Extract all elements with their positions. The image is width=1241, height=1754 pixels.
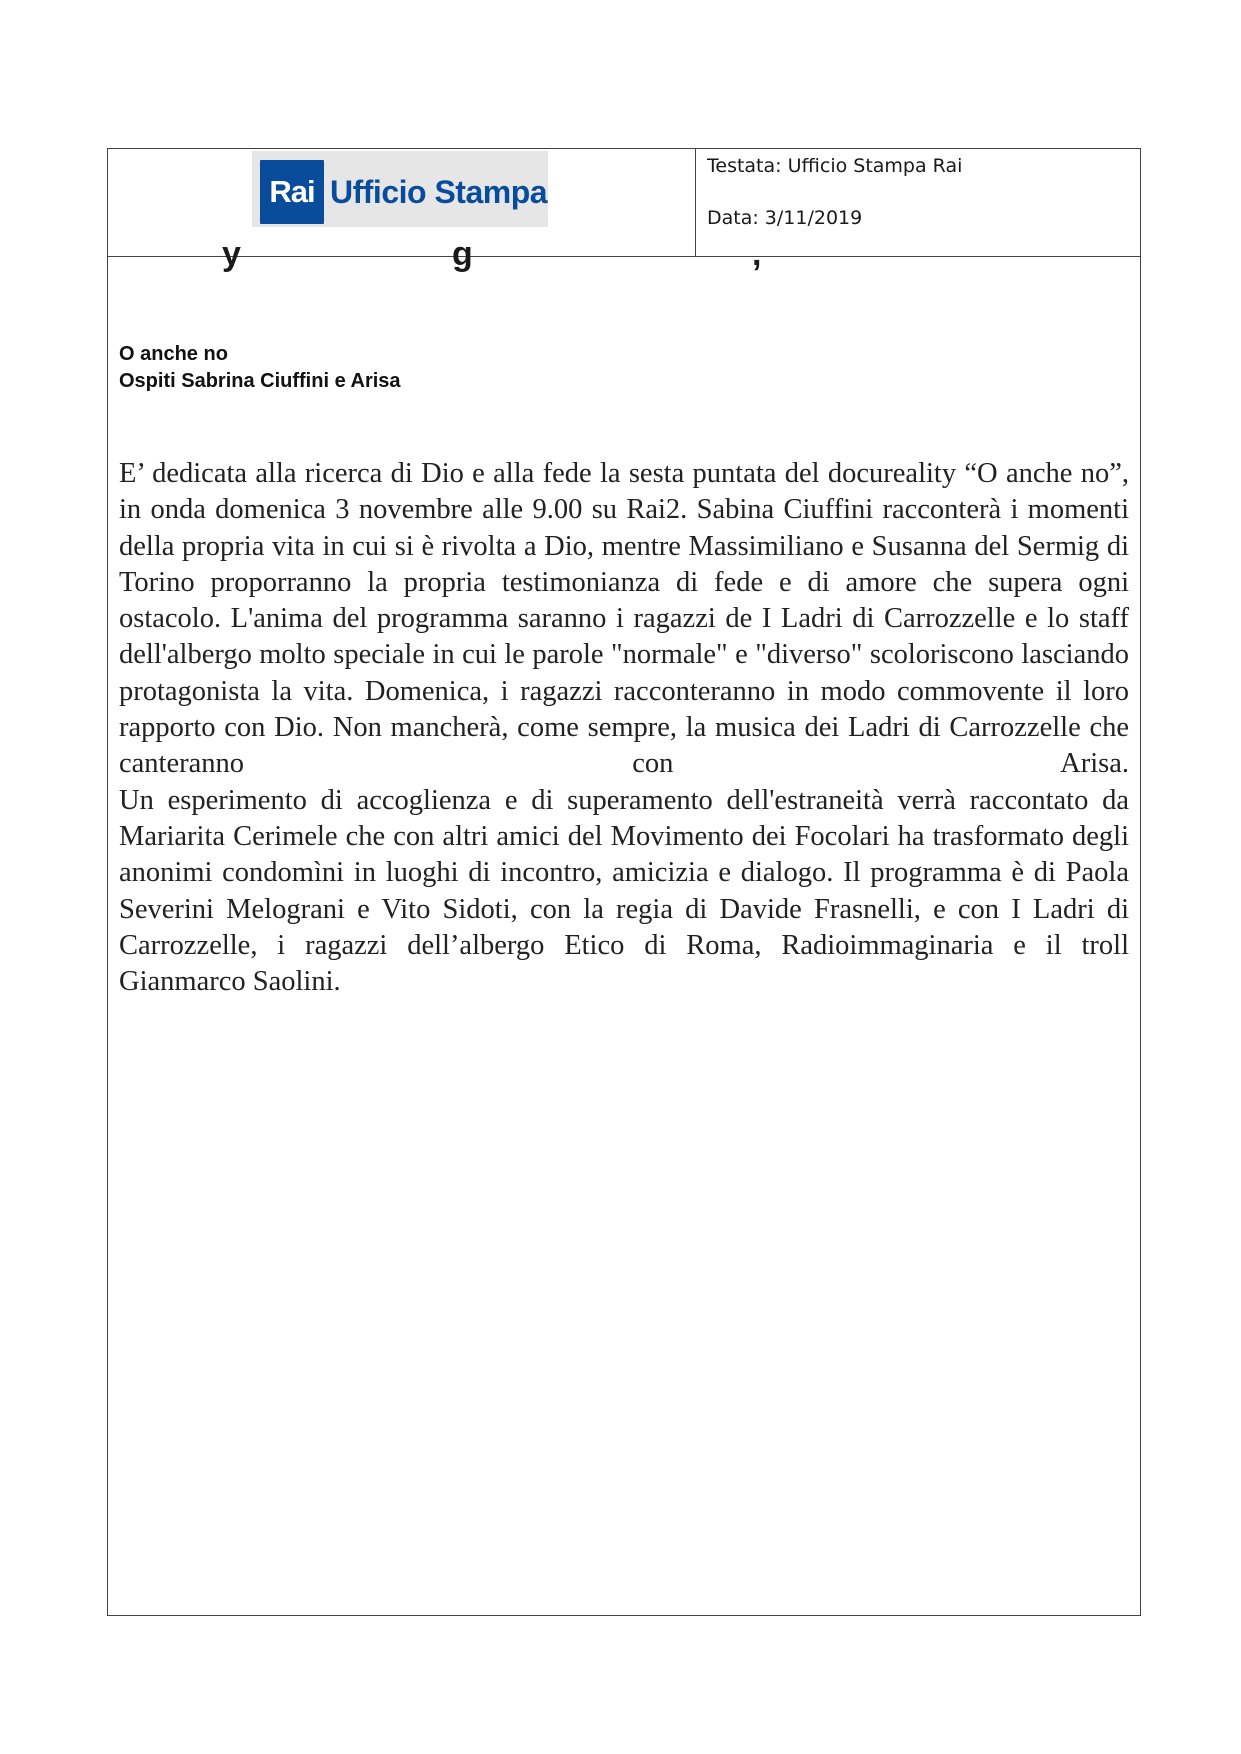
clipped-headline-remnant: y g , bbox=[222, 235, 762, 273]
logo-text: Ufficio Stampa bbox=[330, 174, 548, 210]
article-subtitle: Ospiti Sabrina Ciuffini e Arisa bbox=[119, 370, 401, 392]
rai-logo-mark: Rai bbox=[260, 160, 324, 224]
testata-label: Testata: Ufficio Stampa Rai bbox=[707, 155, 963, 177]
article-paragraph-1: E’ dedicata alla ricerca di Dio e alla fede la sesta puntata del docureality “O anche no”, in onda domenica 3 novembre alle 9.00 su Rai2. Sabina Ciuffini racconterà i momenti della propria vita in cui si è rivolta a Dio, mentre Massimiliano e Susanna del Sermig di Torino proporranno la propria testimonianza di fede e di amore che supera ogni ostacolo. L'anima del programma saranno i ragazzi de I Ladri di Carrozzelle e lo staff dell'albergo molto speciale in cui le parole "normale" e "diverso" scoloriscono lasciando protagonista la vita. Domenica, i ragazzi racconteranno in modo commovente il loro rapporto con Dio. Non mancherà, come sempre, la musica dei Ladri di Carrozzelle che canteranno con Arisa. bbox=[119, 458, 1129, 780]
clipping-frame bbox=[107, 148, 1141, 1616]
article-body bbox=[119, 456, 1129, 1000]
header-divider bbox=[695, 149, 696, 257]
article-title: O anche no bbox=[119, 343, 228, 365]
date-label: Data: 3/11/2019 bbox=[707, 207, 863, 229]
header-row bbox=[108, 149, 1140, 257]
article-paragraph-2: Un esperimento di accoglienza e di superamento dell'estraneità verrà raccontato da Mariarita Cerimele che con altri amici del Movimento dei Focolari ha trasformato degli anonimi condomìni in luoghi di incontro, amicizia e dialogo. Il programma è di Paola Severini Melograni e Vito Sidoti, con la regia di Davide Frasnelli, e con I Ladri di Carrozzelle, i ragazzi dell’albergo Etico di Roma, Radioimmaginaria e il troll Gianmarco Saolini. bbox=[119, 784, 1129, 998]
rai-ufficio-stampa-logo bbox=[252, 151, 548, 227]
